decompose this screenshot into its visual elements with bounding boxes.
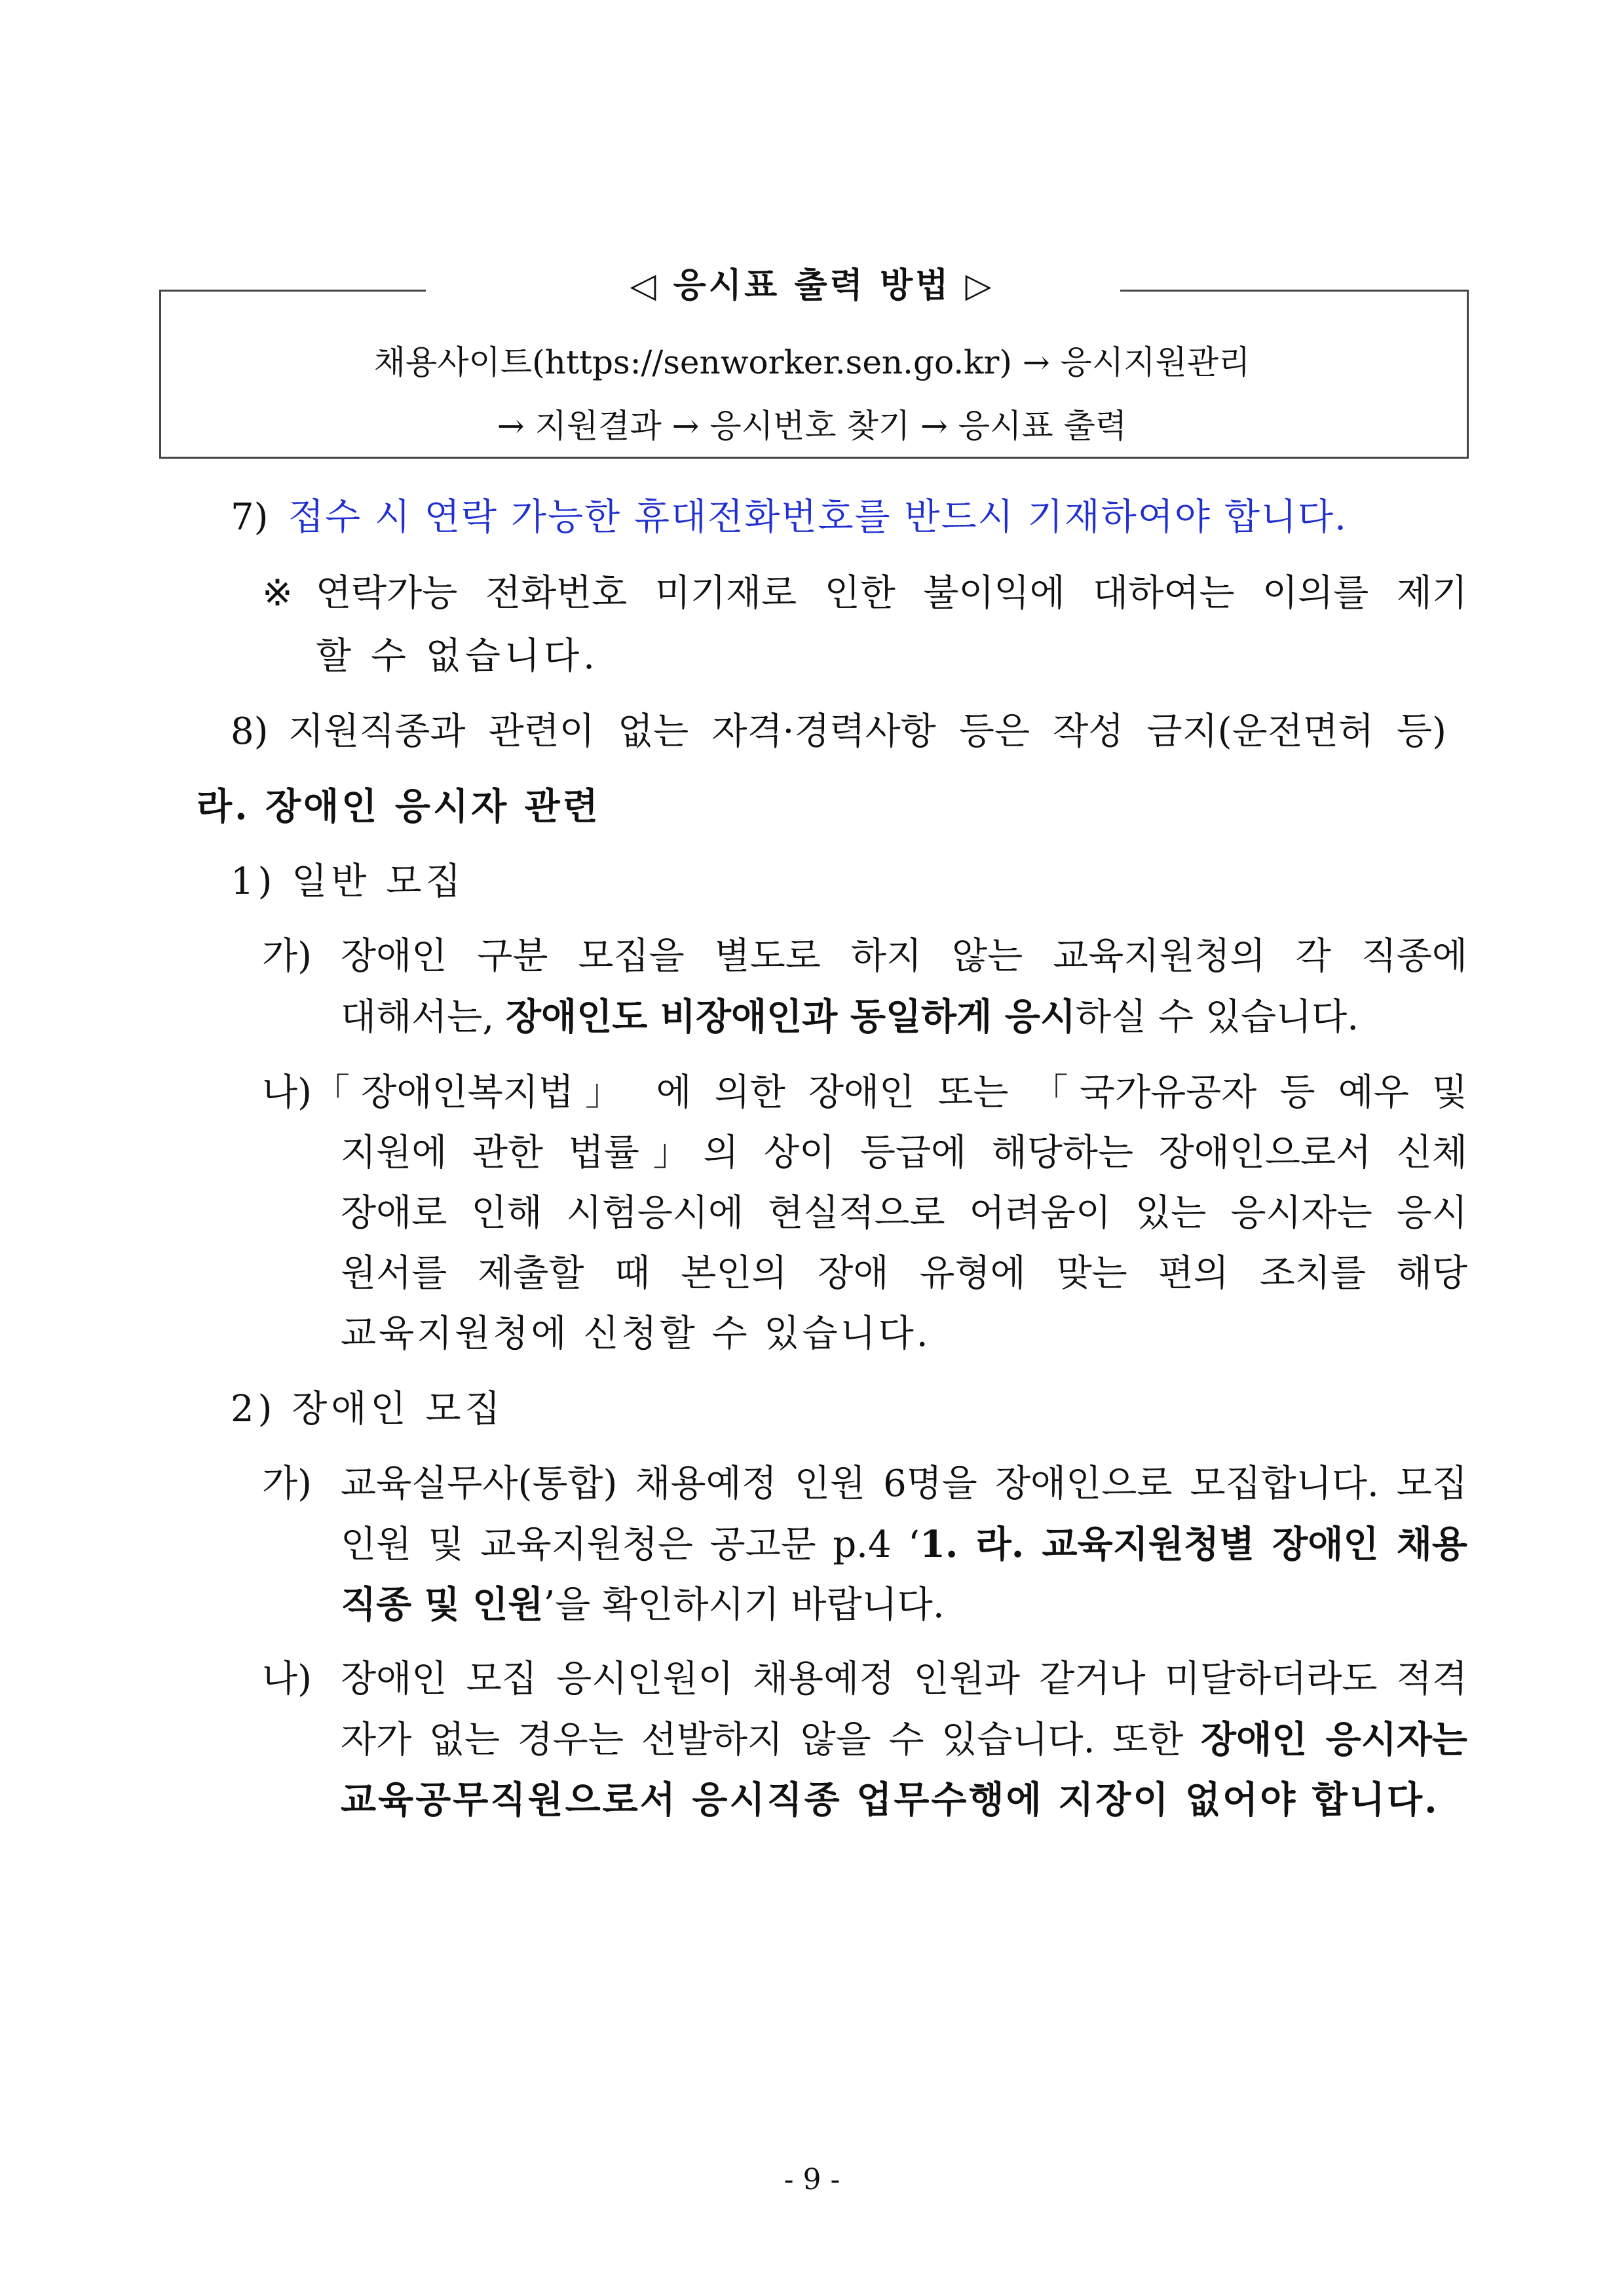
sub2-na-line-3: 교육공무직원으로서 응시직종 업무수행에 지장이 없어야 합니다.: [341, 1778, 1439, 1822]
sub1-na-line-5: 교육지원청에 신청할 수 있습니다.: [341, 1312, 931, 1355]
item-8-text: 지원직종과 관련이 없는 자격·경력사항 등은 작성 금지(운전면허 등): [288, 710, 1446, 753]
sub2-ga-line-2: [341, 1523, 1468, 1566]
sub2-na-line-2-pre: 자가 없는 경우는 선발하지 않을 수 있습니다. 또한: [341, 1719, 1184, 1761]
sub2-na-line-1: 장애인 모집 응시인원이 채용예정 인원과 같거나 미달하더라도 적격: [341, 1658, 1467, 1700]
sub1-ga-line-2-bold: 장애인도 비장애인과 동일하게 응시: [506, 995, 1076, 1039]
sub1-na-mark: 나): [262, 1071, 312, 1114]
box-line-1: 채용사이트(https://senworker.sen.go.kr) → 응시지원관리: [373, 343, 1251, 381]
sub1-ga-line-1: 장애인 구분 모집을 별도로 하지 않는 교육지원청의 각 직종에: [341, 935, 1467, 978]
box-title: ◁ 응시표 출력 방법 ▷: [630, 266, 994, 305]
sub1-ga-line-2-pre: 대해서는,: [341, 996, 495, 1039]
sub1-na-line-1: 「장애인복지법」 에 의한 장애인 또는 「국가유공자 등 예우 및: [313, 1071, 1467, 1114]
sub2-na-line-2-bold: 장애인 응시자는: [1200, 1718, 1467, 1761]
sub2-ga-line-3-bold: 직종 및 인원: [341, 1583, 544, 1626]
sub2-ga-mark: 가): [262, 1463, 312, 1505]
box-line-2: → 지원결과 → 응시번호 찾기 → 응시표 출력: [497, 407, 1127, 445]
sub2-ga-line-2-bold: 1. 라. 교육지원청별 장애인 채용: [919, 1523, 1468, 1566]
sub2-title: 2) 장애인 모집: [231, 1388, 504, 1430]
sub2-na-line-2: [341, 1718, 1467, 1761]
sub2-ga-line-3-post: ’을 확인하시기 바랍니다.: [543, 1584, 945, 1626]
sub2-na-mark: 나): [262, 1658, 312, 1700]
sub1-ga-line-2: [341, 995, 1359, 1039]
sub1-ga-line-2-post: 하실 수 있습니다.: [1075, 996, 1359, 1039]
sub1-na-line-3: 장애로 인해 시험응시에 현실적으로 어려움이 있는 응시자는 응시: [341, 1192, 1467, 1234]
sub2-ga-line-1: 교육실무사(통합) 채용예정 인원 6명을 장애인으로 모집합니다. 모집: [341, 1463, 1467, 1505]
note-mark: ※: [262, 572, 293, 615]
item-8-number: 8): [231, 710, 269, 753]
item-7-number: 7): [231, 496, 269, 539]
item-7-text: 접수 시 연락 가능한 휴대전화번호를 반드시 기재하여야 합니다.: [288, 496, 1348, 539]
note-line-2: 할 수 없습니다.: [316, 635, 599, 678]
sub2-ga-line-2-pre: 인원 및 교육지원청은 공고문 p.4 ‘: [341, 1523, 920, 1566]
note-line-1: 연락가능 전화번호 미기재로 인한 불이익에 대하여는 이의를 제기: [316, 572, 1467, 615]
sub1-na-line-2: 지원에 관한 법률」의 상이 등급에 해당하는 장애인으로서 신체: [341, 1132, 1467, 1174]
sub1-ga-mark: 가): [262, 935, 312, 978]
sub2-ga-line-3: [341, 1583, 945, 1626]
page-number: - 9 -: [784, 2163, 840, 2196]
sub1-na-line-4: 원서를 제출할 때 본인의 장애 유형에 맞는 편의 조치를 해당: [341, 1252, 1467, 1295]
section-heading: 라. 장애인 응시자 관련: [197, 785, 601, 828]
sub1-title: 1) 일반 모집: [231, 860, 465, 903]
